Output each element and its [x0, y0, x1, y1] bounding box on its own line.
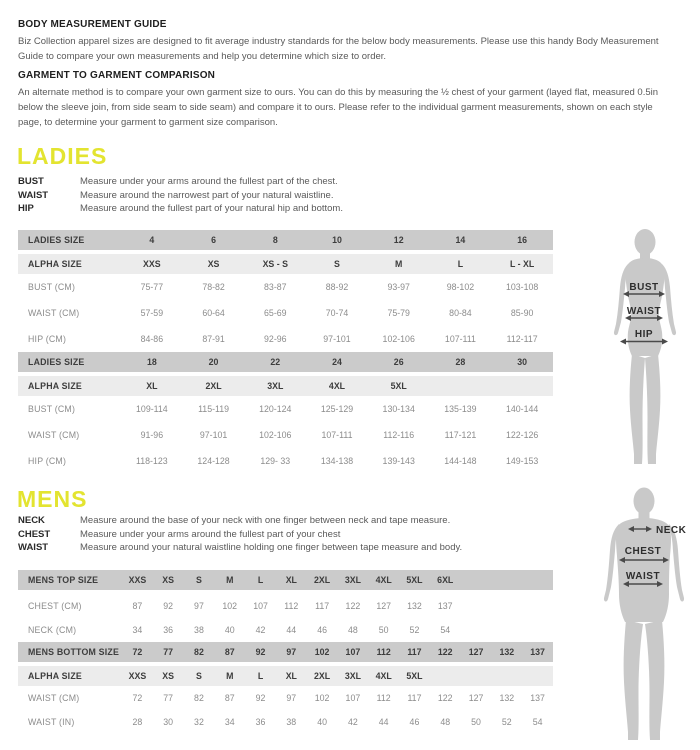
cell: XL — [285, 671, 297, 681]
definition-row — [18, 541, 462, 555]
definition-term: HIP — [18, 203, 34, 215]
cell: 50 — [378, 625, 389, 635]
ladies-figure-silhouette — [600, 228, 695, 472]
cell: S — [334, 259, 340, 269]
chest-figure-label: CHEST — [624, 546, 662, 557]
cell: 2XL — [314, 671, 331, 681]
mens-size-table — [18, 570, 553, 734]
cell: 97 — [194, 601, 204, 611]
row-label: BUST (CM) — [28, 282, 76, 292]
cell: 122 — [437, 647, 453, 657]
table-row — [18, 274, 553, 300]
cell: 112 — [376, 647, 391, 657]
cell: 5XL — [406, 671, 423, 681]
cell: L — [257, 671, 264, 681]
row-label: MENS BOTTOM SIZE — [28, 647, 120, 657]
cell: 97 — [286, 647, 297, 657]
cell: 5XL — [406, 575, 423, 585]
cell: 75-79 — [387, 308, 410, 318]
cell: 102 — [314, 647, 330, 657]
cell: 46 — [409, 717, 420, 727]
cell: 6XL — [437, 575, 454, 585]
cell: 3XL — [344, 671, 361, 681]
cell: 107 — [345, 647, 361, 657]
cell: 122 — [437, 693, 453, 703]
cell: 78-82 — [202, 282, 225, 292]
row-label: WAIST (CM) — [28, 693, 80, 703]
cell: 120-124 — [259, 404, 292, 414]
row-label: HIP (CM) — [28, 456, 67, 466]
cell: XL — [285, 575, 297, 585]
cell: 122-126 — [505, 430, 539, 440]
waist-figure-label: WAIST — [625, 571, 661, 582]
cell: 26 — [393, 357, 404, 367]
row-label: ALPHA SIZE — [28, 259, 82, 269]
definition-term: WAIST — [18, 542, 49, 554]
cell: 44 — [286, 625, 297, 635]
cell: 46 — [317, 625, 327, 635]
cell: 122 — [345, 601, 361, 611]
cell: 70-74 — [325, 308, 349, 318]
mens-definitions — [18, 514, 462, 555]
cell: 52 — [409, 625, 420, 635]
cell: 65-69 — [264, 308, 287, 318]
ladies-size-table — [18, 230, 553, 474]
cell: 82 — [194, 647, 204, 657]
cell: 97-101 — [323, 334, 351, 344]
cell: 118-123 — [136, 456, 168, 466]
definition-text: Measure around the narrowest part of your natural waistline. — [80, 189, 334, 201]
table-row — [18, 326, 553, 352]
definition-term: CHEST — [18, 528, 51, 540]
definition-row — [18, 175, 343, 189]
cell: 132 — [499, 647, 515, 657]
table-row — [18, 642, 553, 662]
cell: 42 — [255, 625, 266, 635]
cell: M — [226, 671, 234, 681]
cell: 72 — [132, 647, 143, 657]
row-label: LADIES SIZE — [28, 235, 85, 245]
cell: 115-119 — [198, 404, 230, 414]
cell: 6 — [211, 235, 217, 245]
table-row — [18, 570, 553, 590]
cell: 87 — [224, 693, 235, 703]
table-row — [18, 396, 553, 422]
row-label: CHEST (CM) — [28, 601, 82, 611]
cell: XS - S — [262, 259, 288, 269]
cell: L - XL — [510, 259, 535, 269]
cell: 57-59 — [140, 308, 164, 318]
definition-row — [18, 514, 462, 528]
row-label: ALPHA SIZE — [28, 381, 82, 391]
cell: 127 — [468, 693, 484, 703]
cell: 92-96 — [264, 334, 287, 344]
table-row — [18, 618, 553, 642]
cell: 107 — [345, 693, 361, 703]
definition-row — [18, 189, 343, 203]
cell: 77 — [163, 647, 174, 657]
cell: 5XL — [390, 381, 407, 391]
cell: 102 — [222, 601, 238, 611]
cell: 137 — [530, 693, 545, 703]
cell: 22 — [270, 357, 281, 367]
definition-text: Measure under your arms around the fullest part of your chest — [80, 528, 341, 540]
cell: 93-97 — [387, 282, 410, 292]
cell: 125-129 — [320, 404, 354, 414]
cell: 134-138 — [320, 456, 354, 466]
cell: 4XL — [375, 671, 392, 681]
definition-text: Measure under your arms around the fullest part of the chest. — [80, 176, 338, 188]
cell: S — [196, 575, 202, 585]
row-label: MENS TOP SIZE — [28, 575, 99, 585]
cell: 112 — [376, 693, 391, 703]
cell: 60-64 — [202, 308, 225, 318]
table-row — [18, 300, 553, 326]
cell: 149-153 — [505, 456, 539, 466]
cell: 77 — [163, 693, 174, 703]
row-label: WAIST (CM) — [28, 430, 80, 440]
cell: XS — [162, 671, 175, 681]
cell: XXS — [143, 259, 161, 269]
cell: XS — [162, 575, 175, 585]
table-row — [18, 254, 553, 274]
definition-text: Measure around your natural waistline holding one finger between tape measure and body. — [80, 542, 463, 554]
table-row — [18, 594, 553, 618]
cell: 92 — [255, 693, 266, 703]
cell: 92 — [163, 601, 174, 611]
cell: 28 — [455, 357, 466, 367]
cell: 3XL — [344, 575, 361, 585]
cell: 130-134 — [382, 404, 415, 414]
cell: 16 — [517, 235, 528, 245]
cell: 30 — [163, 717, 174, 727]
cell: 102-106 — [259, 430, 292, 440]
cell: 28 — [132, 717, 143, 727]
cell: 88-92 — [325, 282, 349, 292]
cell: 38 — [286, 717, 297, 727]
row-label: NECK (CM) — [28, 625, 77, 635]
bust-figure-label: BUST — [629, 282, 659, 293]
cell: 83-87 — [264, 282, 287, 292]
cell: 102 — [314, 693, 330, 703]
garment-comparison-heading: GARMENT TO GARMENT COMPARISON — [18, 70, 216, 81]
row-label: HIP (CM) — [28, 334, 67, 344]
cell: 34 — [132, 625, 143, 635]
table-row — [18, 376, 553, 396]
cell: 137 — [437, 601, 453, 611]
cell: 54 — [440, 625, 451, 635]
female-body-shape — [614, 229, 676, 464]
table-row — [18, 422, 553, 448]
cell: 4XL — [375, 575, 392, 585]
cell: 8 — [272, 235, 278, 245]
cell: 2XL — [314, 575, 331, 585]
cell: 127 — [376, 601, 392, 611]
cell: 82 — [194, 693, 204, 703]
cell: 50 — [471, 717, 481, 727]
cell: 112 — [284, 601, 299, 611]
cell: 103-108 — [505, 282, 539, 292]
cell: M — [395, 259, 403, 269]
definition-term: WAIST — [18, 189, 49, 201]
cell: 75-77 — [140, 282, 164, 292]
table-row — [18, 686, 553, 710]
table-row — [18, 666, 553, 686]
body-measurement-guide-paragraph: Biz Collection apparel sizes are designed to fit average industry standards for the below body measurements. Please use this handy Body Measurement Guide to compare your own measurements and help you determine which size to order. — [18, 36, 659, 62]
row-label: BUST (CM) — [28, 404, 76, 414]
cell: 72 — [132, 693, 143, 703]
cell: L — [457, 259, 464, 269]
table-row — [18, 448, 553, 474]
cell: 32 — [194, 717, 204, 727]
cell: 107-111 — [444, 334, 476, 344]
cell: 132 — [407, 601, 422, 611]
cell: 42 — [347, 717, 358, 727]
cell: 117 — [407, 647, 422, 657]
cell: 140-144 — [505, 404, 539, 414]
cell: 48 — [440, 717, 451, 727]
waist-figure-label: WAIST — [626, 306, 662, 317]
cell: 24 — [332, 357, 342, 367]
cell: 2XL — [205, 381, 222, 391]
cell: 12 — [393, 235, 404, 245]
cell: 4 — [149, 235, 155, 245]
cell: 129- 33 — [260, 456, 291, 466]
cell: 137 — [530, 647, 545, 657]
cell: 117 — [407, 693, 422, 703]
cell: 80-84 — [449, 308, 472, 318]
body-measurement-guide-heading: BODY MEASUREMENT GUIDE — [18, 19, 167, 30]
cell: 84-86 — [140, 334, 164, 344]
cell: 18 — [146, 357, 157, 367]
cell: 127 — [468, 647, 484, 657]
cell: 144-148 — [444, 456, 477, 466]
cell: 98-102 — [446, 282, 475, 292]
cell: 38 — [194, 625, 204, 635]
cell: 20 — [208, 357, 219, 367]
cell: 36 — [163, 625, 174, 635]
row-label: ALPHA SIZE — [28, 671, 82, 681]
cell: 3XL — [267, 381, 284, 391]
cell: S — [196, 671, 202, 681]
cell: 40 — [224, 625, 235, 635]
cell: 4XL — [328, 381, 346, 391]
cell: 112-116 — [383, 430, 415, 440]
cell: 10 — [332, 235, 342, 245]
cell: 44 — [378, 717, 389, 727]
cell: 54 — [532, 717, 543, 727]
table-row — [18, 710, 553, 734]
table-row — [18, 230, 553, 250]
definition-row — [18, 528, 462, 542]
cell: 48 — [347, 625, 358, 635]
definition-text: Measure around the base of your neck with one finger between neck and tape measure. — [80, 515, 451, 527]
hip-figure-label: HIP — [634, 329, 654, 340]
cell: 91-96 — [140, 430, 164, 440]
definition-row — [18, 202, 343, 216]
row-label: LADIES SIZE — [28, 357, 85, 367]
neck-figure-label: NECK — [656, 525, 687, 536]
cell: XL — [146, 381, 158, 391]
definition-term: BUST — [18, 176, 44, 188]
cell: 87-91 — [202, 334, 225, 344]
cell: 34 — [224, 717, 235, 727]
cell: 135-139 — [444, 404, 477, 414]
row-label: WAIST (CM) — [28, 308, 80, 318]
cell: 107 — [253, 601, 268, 611]
cell: 14 — [455, 235, 466, 245]
definition-term: NECK — [18, 515, 45, 527]
cell: 112-117 — [506, 334, 538, 344]
cell: M — [226, 575, 234, 585]
cell: 102-106 — [382, 334, 415, 344]
cell: 87 — [132, 601, 143, 611]
cell: 107-111 — [321, 430, 353, 440]
mens-figure-silhouette — [595, 486, 700, 750]
cell: 109-114 — [136, 404, 168, 414]
cell: 85-90 — [510, 308, 534, 318]
cell: 117 — [315, 601, 330, 611]
cell: XXS — [128, 671, 147, 681]
cell: 132 — [499, 693, 515, 703]
cell: 97-101 — [199, 430, 228, 440]
ladies-definitions — [18, 175, 343, 216]
cell: 117-121 — [444, 430, 477, 440]
cell: XXS — [128, 575, 147, 585]
cell: 87 — [224, 647, 235, 657]
table-row — [18, 352, 553, 372]
cell: 97 — [286, 693, 297, 703]
cell: 36 — [255, 717, 266, 727]
cell: 124-128 — [197, 456, 230, 466]
cell: 40 — [317, 717, 327, 727]
mens-section-heading: MENS — [17, 486, 88, 512]
row-label: WAIST (IN) — [28, 717, 75, 727]
cell: 52 — [501, 717, 512, 727]
cell: XS — [207, 259, 220, 269]
garment-comparison-paragraph: An alternate method is to compare your own garment size to ours. You can do this by measuring the ½ chest of your garment (layed flat, measured 0.5in below the sleeve join, from side seam to side seam) and compare it to ours. Please refer to the individual garment measurements, shown on each style page, to determine your garment to garment size comparison. — [18, 87, 659, 128]
ladies-section-heading: LADIES — [17, 143, 108, 169]
cell: 92 — [255, 647, 266, 657]
cell: L — [257, 575, 264, 585]
cell: 30 — [517, 357, 528, 367]
cell: 139-143 — [382, 456, 415, 466]
definition-text: Measure around the fullest part of your natural hip and bottom. — [80, 203, 343, 215]
